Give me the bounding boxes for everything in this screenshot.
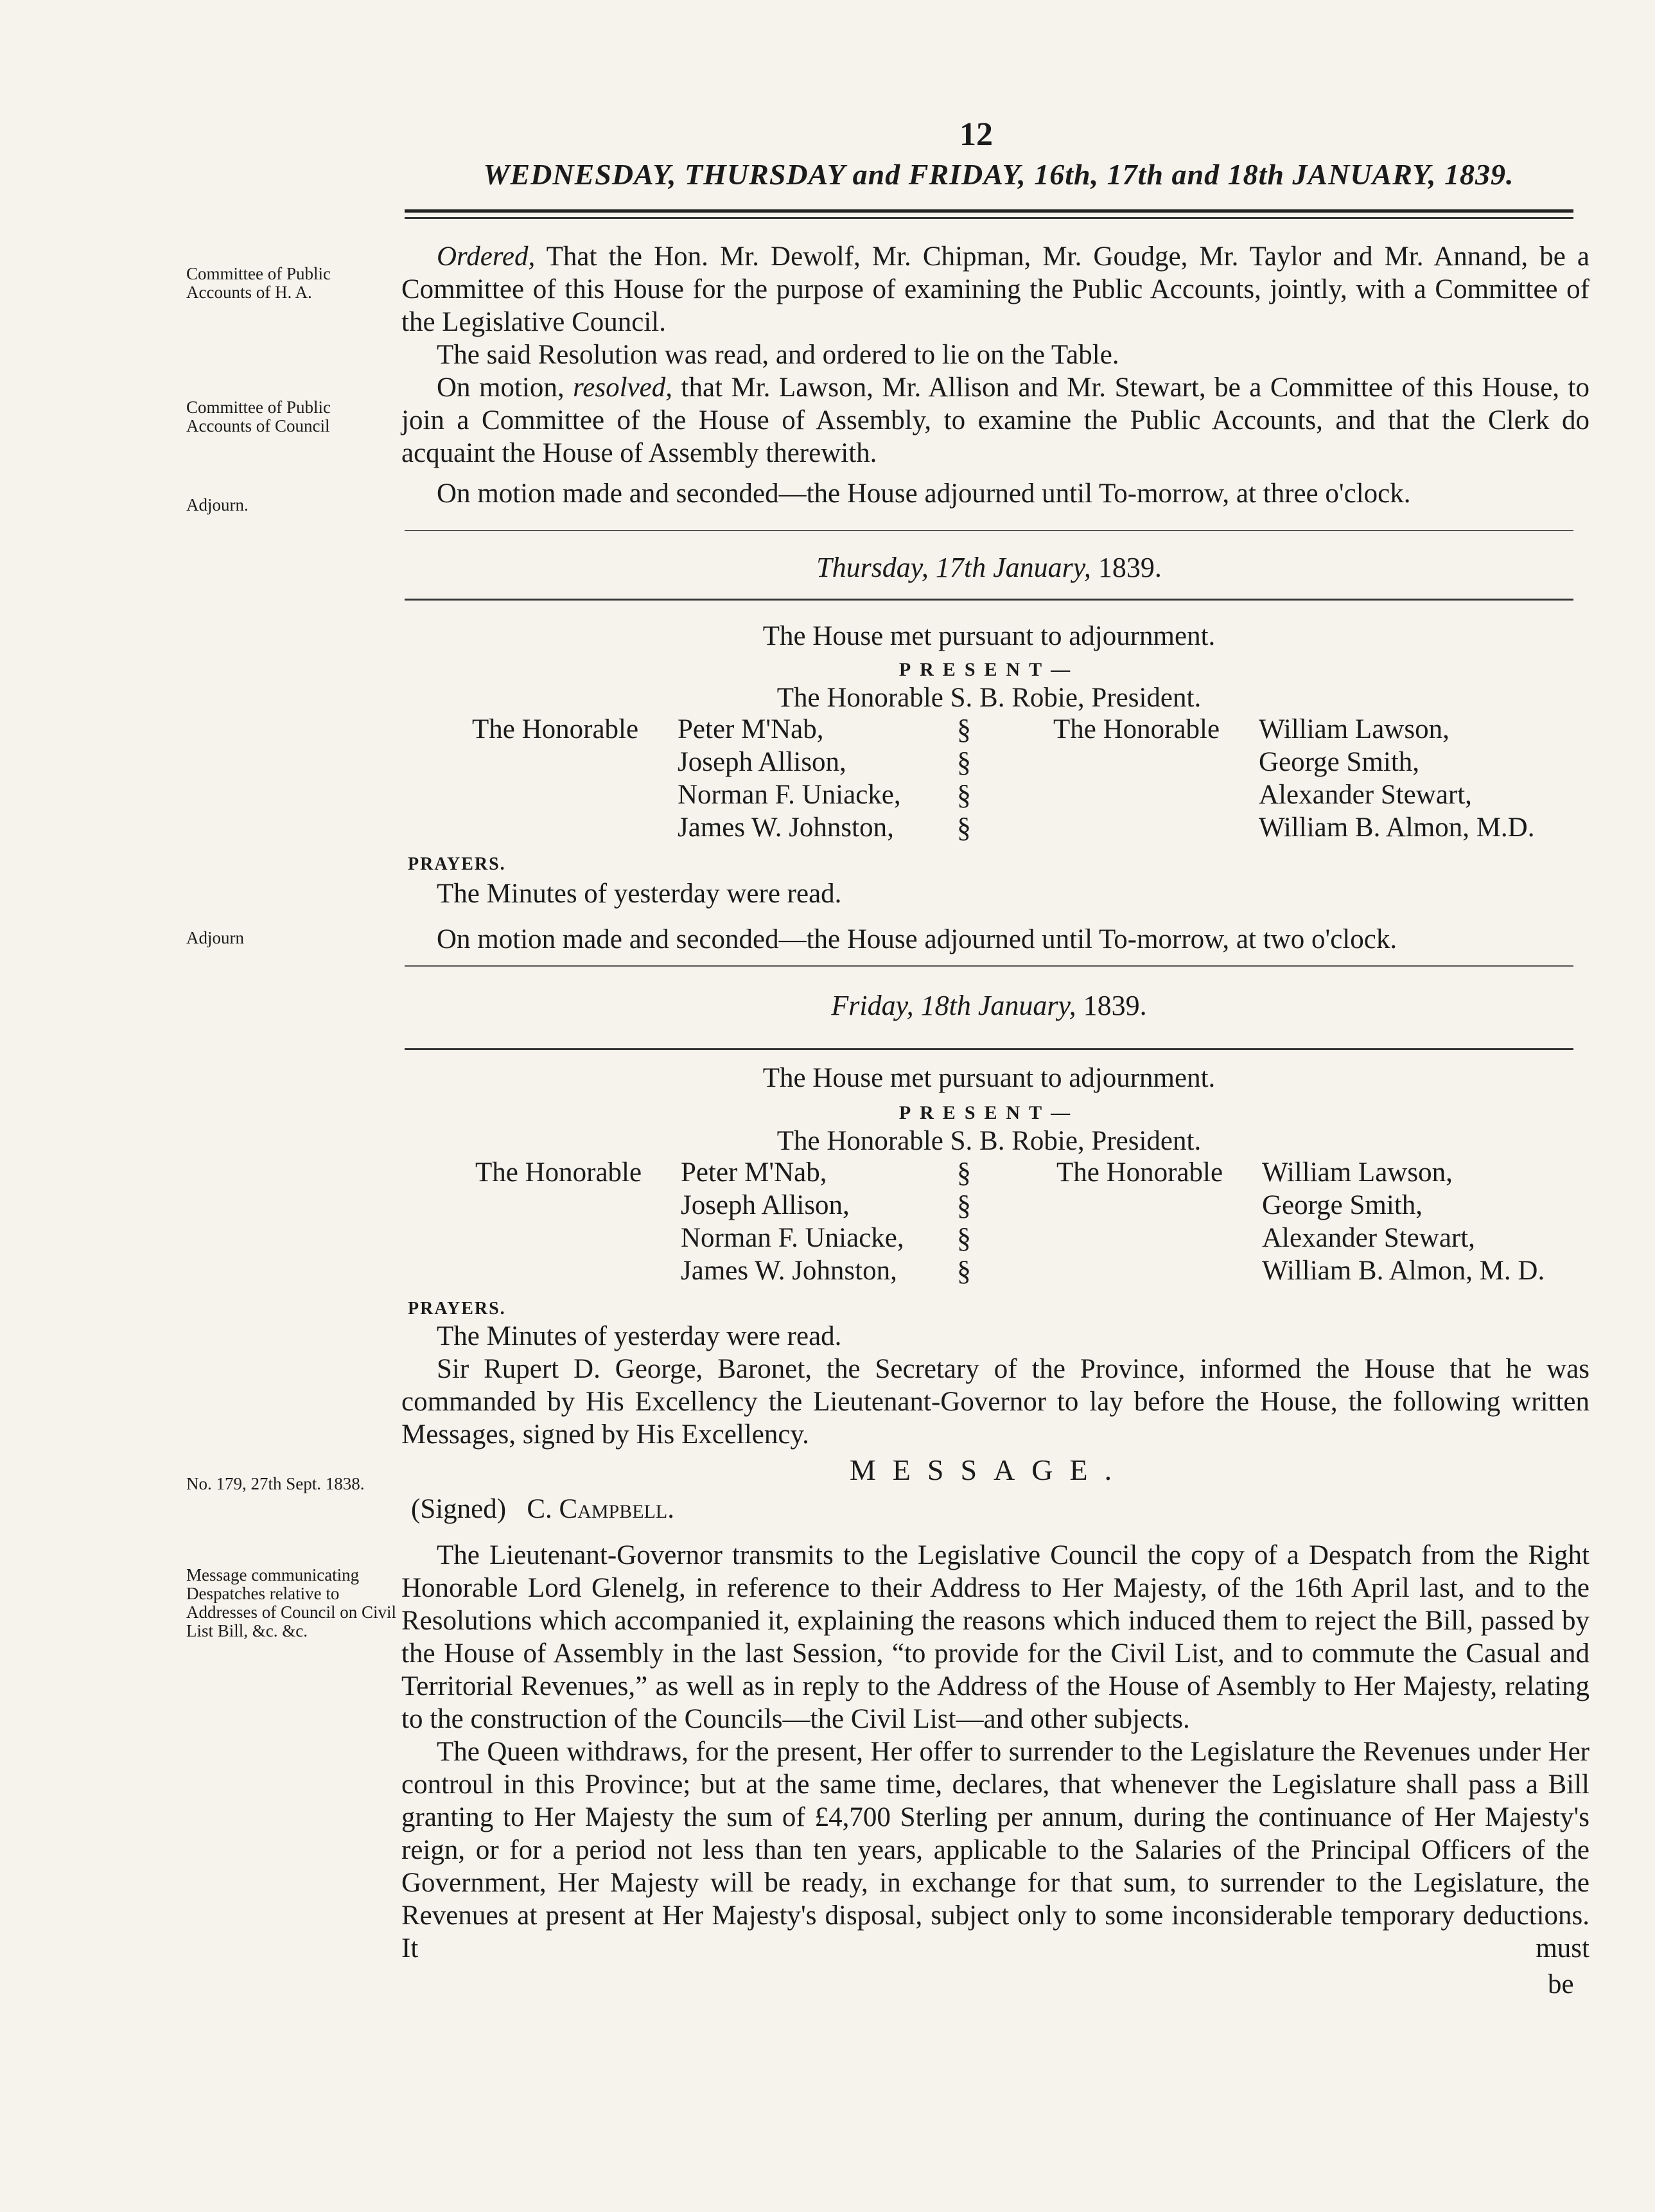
member-name: James W. Johnston, <box>681 1256 897 1286</box>
member-name: William Lawson, <box>1262 1157 1453 1188</box>
friday-year: 1839. <box>1076 990 1147 1021</box>
member-name: George Smith, <box>1259 747 1420 777</box>
section-brace: § § § § <box>957 1157 971 1286</box>
double-rule-bottom <box>405 217 1573 219</box>
friday-date-text: 18th January, <box>913 990 1076 1021</box>
friday-left-prefix: The Honorable <box>475 1157 642 1188</box>
friday-secretary: Sir Rupert D. George, Baronet, the Secretary of the Province, informed the House that he was commanded by His Excellency the Lieutenant-Governor to lay before the House, the following written Messages, signed by His Excellency. <box>401 1354 1589 1450</box>
thursday-day: Thursday, <box>816 552 929 583</box>
margin-note-committee-council: Committee of Public Accounts of Council <box>186 398 331 435</box>
member-name: Norman F. Uniacke, <box>681 1223 904 1253</box>
margin-note-adjourn-2: Adjourn <box>186 928 244 947</box>
paragraph-adjourn-wednesday: On motion made and seconded—the House adjourned until To-morrow, at three o'clock. <box>437 478 1411 509</box>
paragraph-resolved <box>401 371 1589 470</box>
member-name: Joseph Allison, <box>681 1190 850 1220</box>
friday-right-prefix: The Honorable <box>1056 1157 1223 1188</box>
member-name: William B. Almon, M.D. <box>1259 812 1535 843</box>
catchword: be <box>1548 1969 1574 1999</box>
wednesday-text <box>401 240 1589 510</box>
member-name: Peter M'Nab, <box>678 714 824 744</box>
thursday-left-names <box>678 713 901 844</box>
double-rule-top <box>405 209 1573 213</box>
thursday-text <box>401 877 1589 956</box>
thursday-right-prefix: The Honorable <box>1053 714 1220 744</box>
friday-text <box>401 1320 1589 1451</box>
signed-label: (Signed) <box>411 1494 507 1524</box>
thursday-date-text: 17th January, <box>928 552 1091 583</box>
friday-president: The Honorable S. B. Robie, President. <box>776 1126 1202 1156</box>
member-name: Alexander Stewart, <box>1262 1223 1475 1253</box>
section-rule <box>405 1048 1573 1050</box>
resolved-text: that Mr. Lawson, Mr. Allison and Mr. Stewart, be a Committee of this House, to join a Committee of the House of Assembly, to examine the Public Accounts, and that the Clerk do acquaint the House of Assembly therewith. <box>401 373 1589 468</box>
margin-note-message-number: No. 179, 27th Sept. 1838. <box>186 1474 365 1493</box>
message-paragraph-1: The Lieutenant-Governor transmits to the Legislative Council the copy of a Despatch from the Right Honorable Lord Glenelg, in reference to their Address to Her Majesty, of the 16th April last, and to the Resolutions which accompanied it, explaining the reasons which induced them to reject the Bill, passed by the House of Assembly in the last Session, “to provide for the Civil List, and to commute the Casual and Territorial Revenues,” as well as in reply to the Address of the House of Asembly to Her Majesty, relating to the construction of the Councils—the Civil List—and other subjects. <box>401 1540 1589 1734</box>
friday-right-names <box>1262 1156 1545 1287</box>
running-head: WEDNESDAY, THURSDAY and FRIDAY, 16th, 17th and 18th JANUARY, 1839. <box>483 158 1514 191</box>
member-name: Norman F. Uniacke, <box>678 780 901 810</box>
message-heading: MESSAGE. <box>849 1453 1129 1486</box>
thursday-adjourn: On motion made and seconded—the House adjourned until To-morrow, at two o'clock. <box>437 924 1397 954</box>
margin-note-committee-ha: Committee of Public Accounts of H. A. <box>186 264 331 302</box>
member-name: William Lawson, <box>1259 714 1449 744</box>
friday-date <box>405 989 1573 1022</box>
resolved-prefix: On motion, <box>437 373 574 403</box>
thursday-left-prefix: The Honorable <box>472 714 639 744</box>
thursday-present: PRESENT— <box>898 659 1080 680</box>
thursday-met: The House met pursuant to adjournment. <box>762 621 1216 651</box>
friday-prayers: PRAYERS. <box>408 1299 506 1319</box>
member-name: Peter M'Nab, <box>681 1157 827 1188</box>
message-signed <box>411 1493 674 1525</box>
member-name: James W. Johnston, <box>678 812 894 843</box>
thursday-president: The Honorable S. B. Robie, President. <box>776 683 1202 713</box>
member-name: William B. Almon, M. D. <box>1262 1256 1545 1286</box>
message-paragraph-2: The Queen withdraws, for the present, Her offer to surrender to the Legislature the Revenues under Her controul in this Province; but at the same time, declares, that whenever the Legislature shall pass a Bill granting to Her Majesty the sum of £4,700 Sterling per annum, during the continuance of Her Majesty's reign, or for a period not less than ten years, applicable to the Salaries of the Principal Officers of the Government, Her Majesty will be ready, in exchange for that sum, to surrender to the Legislature, the Revenues at present at Her Majesty's disposal, subject only to some inconsiderable temporary deductions. It must <box>401 1737 1589 1963</box>
section-rule <box>405 965 1573 967</box>
paragraph-ordered <box>401 240 1589 338</box>
member-name: Alexander Stewart, <box>1259 780 1472 810</box>
friday-left-names <box>681 1156 904 1287</box>
thursday-year: 1839. <box>1090 552 1162 583</box>
member-name: Joseph Allison, <box>678 747 846 777</box>
friday-day: Friday, <box>831 990 914 1021</box>
paragraph-resolution-read: The said Resolution was read, and ordered to lie on the Table. <box>437 340 1119 370</box>
margin-note-adjourn-1: Adjourn. <box>186 495 249 514</box>
member-name: George Smith, <box>1262 1190 1423 1220</box>
ordered-text: That the Hon. Mr. Dewolf, Mr. Chipman, Mr. Goudge, Mr. Taylor and Mr. Annand, be a Committee of this House for the purpose of examining the Public Accounts, jointly, with a Committee of the Legislative Council. <box>401 241 1589 337</box>
message-body <box>401 1539 1589 1965</box>
thursday-minutes: The Minutes of yesterday were read. <box>437 879 842 909</box>
thursday-prayers: PRAYERS. <box>408 854 506 874</box>
thursday-right-names <box>1259 713 1534 844</box>
resolved-word: resolved, <box>573 373 672 403</box>
friday-present: PRESENT— <box>898 1102 1080 1123</box>
page-number: 12 <box>959 116 993 153</box>
margin-note-message: Message communicating Despatches relative to Addresses of Council on Civil List Bill, &c. &c. <box>186 1565 396 1640</box>
signed-name: C. Campbell. <box>527 1494 674 1524</box>
friday-minutes: The Minutes of yesterday were read. <box>437 1321 842 1351</box>
friday-met: The House met pursuant to adjournment. <box>762 1063 1216 1093</box>
ordered-word: Ordered, <box>437 241 536 272</box>
thursday-date <box>405 551 1573 584</box>
section-rule <box>405 530 1573 531</box>
section-brace: § § § § <box>957 714 971 843</box>
section-rule <box>405 599 1573 601</box>
